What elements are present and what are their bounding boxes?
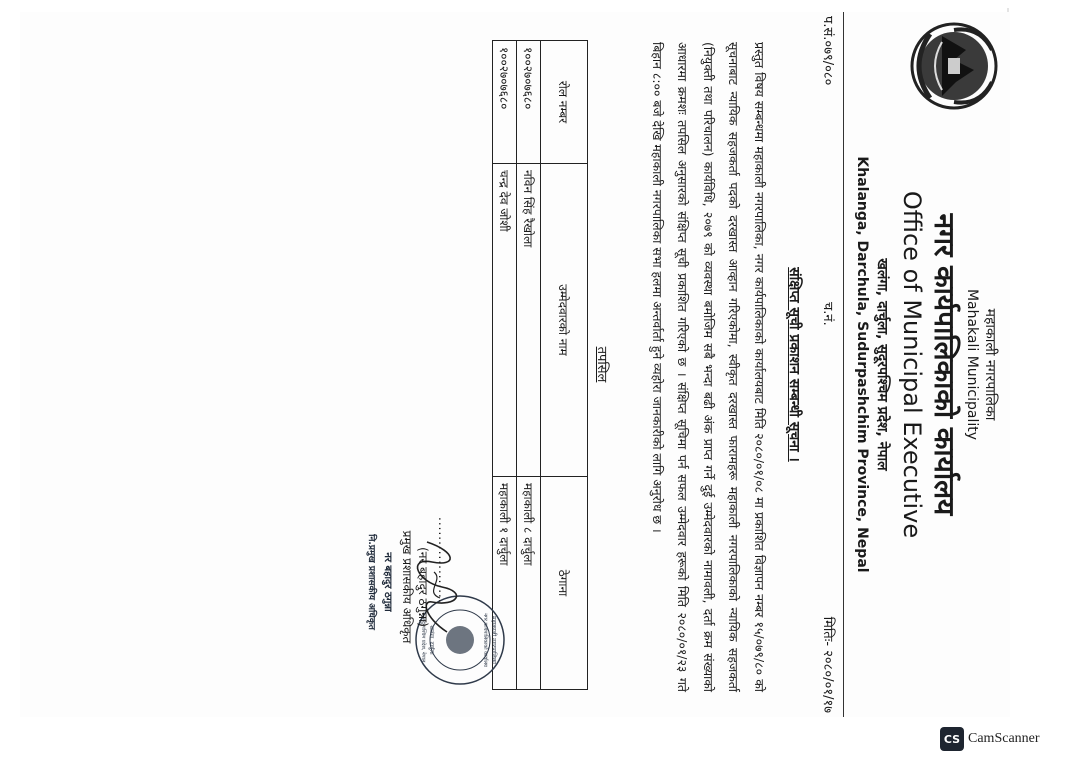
office-title-english: Office of Municipal Executive — [898, 190, 926, 539]
seal-name: नर बहादुर ठगुन्ना — [382, 552, 393, 612]
signatory-title: प्रमुख प्रशासकीय अधिकृत — [400, 530, 414, 644]
stamp-text-line-1: महाकाली नगरपालिका — [490, 616, 497, 664]
address-cell: महाकाली ८ दार्चुला — [517, 477, 541, 690]
officer-seal — [362, 507, 398, 657]
candidate-name-cell: नविन सिंह रैखोला — [517, 164, 541, 477]
stamp-text-line-2: नगर कार्यपालिकाको कार्यालय — [482, 613, 488, 667]
letter-date: मितिः- २०८०/०१/१७ — [820, 616, 835, 713]
address-cell: महाकाली १ दार्चुला — [493, 477, 517, 690]
notice-title: संक्षिप्त सूची प्रकाशन सम्बन्धी सूचना । — [786, 267, 802, 462]
notice-body: प्रस्तुत विषय सम्बन्धमा महाकाली नगरपालिका, नगर कार्यपालिकाको कार्यालयबाट मिति २०८०/०१/०८ मा प्रकाशित विज्ञापन नम्बर १५/०७९/८० को सूचनाबाट न्यायिक सहजकर्ता पदको दरखास्त आव्हान गरिएकोमा, स्वीकृत दरखास्त फारामहरू महाकाली नगरपालिकाको न्यायिक सहजकर्ता (नियुक्ती तथा परिचालन) कार्यविधि, २०७९ को व्यवस्था बमोजिम सबै भन्दा बढी अंक प्राप्त गर्ने दुई उम्मेदवारको नामावली, दर्ता क्रम संख्याको आधारमा क्रमशः तपसिल अनुसारको संक्षिप्त सूची प्रकाशित गरिएको छ । संक्षिप्त सूचिमा पर्न सफल उम्मेदवार हरूको मिति २०८०/०१/२३ गते बिहान ८:०० बजे देखि महाकाली नगरपालिका सभा हलमा अन्तर्वार्ता हुने व्यहोरा जानकारीको लागि अनुरोध छ । — [650, 42, 767, 692]
seal-title: नि.प्रमुख प्रशासकीय अधिकृत — [366, 534, 376, 630]
stamp-text-line-3: खलंगा, दार्चुला — [428, 625, 434, 655]
details-heading: तपसिल — [594, 346, 609, 383]
column-header-roll-number: रोल नम्बर — [541, 41, 588, 164]
address-english: Khalanga, Darchula, Sudurpashchim Province, Nepal — [854, 156, 870, 573]
office-title-nepali: नगर कार्यपालिकाको कार्यालय — [928, 213, 961, 516]
signatory-name: (नर बहादुर ठगुन्ना) — [416, 547, 430, 627]
camscanner-logo-icon: CS — [940, 727, 964, 751]
roll-number-cell: १००२७०७६८० — [493, 41, 517, 164]
header-divider — [843, 12, 844, 717]
municipality-name-nepali: महाकाली नगरपालिका — [982, 308, 998, 421]
dispatch-number: च.नं. — [820, 302, 835, 326]
address-nepali: खलंगा, दार्चुला, सुदूरपश्चिम प्रदेश, नेपाल — [874, 258, 890, 471]
municipality-name-english: Mahakali Municipality — [964, 288, 980, 441]
table-header-row — [541, 41, 588, 690]
document-page — [20, 12, 1010, 717]
stamp-text-line-4: सुदूरपश्चिम प्रदेश, नेपाल — [420, 617, 426, 663]
camscanner-badge — [940, 727, 1040, 751]
roll-number-cell: १००२७०७६८० — [517, 41, 541, 164]
letter-reference-number: प.सं.०७९/०८० — [820, 16, 835, 86]
candidate-name-cell: चन्द्र देव जोशी — [493, 164, 517, 477]
table-row — [517, 41, 541, 690]
signature-line: .................. — [436, 517, 450, 604]
column-header-candidate-name: उम्मेदवारको नाम — [541, 164, 588, 477]
column-header-address: ठेगाना — [541, 477, 588, 690]
camscanner-text: CamScanner — [968, 731, 1040, 746]
